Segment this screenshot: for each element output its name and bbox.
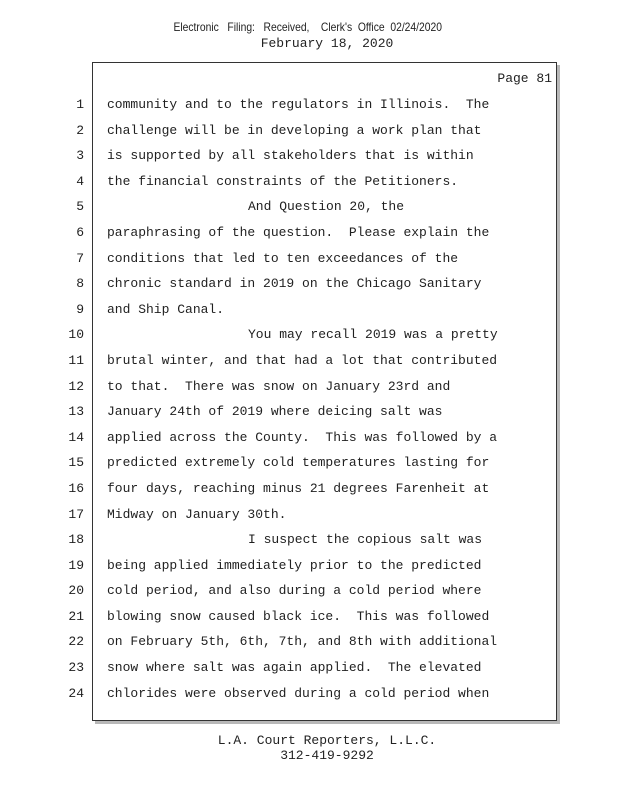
line-number: 11: [68, 352, 84, 368]
transcript-line: [0, 604, 618, 630]
line-text: community and to the regulators in Illinois. The: [107, 97, 490, 112]
line-text: is supported by all stakeholders that is within: [107, 148, 474, 164]
transcript-line: [0, 271, 618, 297]
court-reporter-footer: [0, 733, 618, 763]
reporter-phone: 312-419-9292: [280, 748, 374, 763]
line-text: and Ship Canal.: [107, 301, 225, 317]
line-number: 9: [76, 301, 84, 317]
transcript-line: [0, 425, 618, 451]
line-text: challenge will be in developing a work plan that: [107, 122, 482, 138]
line-text: applied across the County. This was followed by a: [107, 429, 498, 445]
transcript-line: [0, 92, 618, 118]
line-number: 6: [76, 224, 84, 240]
line-text: four days, reaching minus 21 degrees Farenheit at: [107, 480, 490, 496]
transcript-line: [0, 578, 618, 604]
line-text: predicted extremely cold temperatures lasting for: [107, 455, 490, 471]
line-text: Midway on January 30th.: [107, 506, 287, 522]
line-number: 13: [68, 404, 84, 420]
line-number: 14: [68, 429, 84, 445]
line-number: 17: [68, 506, 84, 522]
line-number: 1: [76, 97, 84, 112]
line-text: paraphrasing of the question. Please explain the: [107, 224, 490, 240]
line-number: 22: [68, 634, 84, 650]
line-number: 5: [76, 199, 84, 215]
line-number: 21: [68, 608, 84, 624]
transcript-line: [0, 655, 618, 681]
line-number: 15: [68, 455, 84, 471]
line-number: 3: [76, 148, 84, 164]
line-text: conditions that led to ten exceedances of the: [107, 250, 459, 266]
electronic-filing-stamp: Electronic Filing: Received, Clerk's Office 02/24/2020: [173, 20, 442, 34]
line-number: 19: [68, 557, 84, 573]
line-number: 16: [68, 480, 84, 496]
line-number: 20: [68, 583, 84, 599]
transcript-line: [0, 220, 618, 246]
transcript-line: [0, 322, 618, 348]
line-number: 4: [76, 173, 84, 189]
transcript-lines: [0, 92, 618, 706]
transcript-line: [0, 399, 618, 425]
transcript-line: [0, 374, 618, 400]
transcript-line: [0, 476, 618, 502]
line-number: 12: [68, 378, 84, 394]
transcript-line: [0, 143, 618, 169]
transcript-line: [0, 297, 618, 323]
transcript-line: [0, 527, 618, 553]
transcript-line: [0, 169, 618, 195]
line-text: cold period, and also during a cold period where: [107, 583, 482, 599]
line-text: chronic standard in 2019 on the Chicago Sanitary: [107, 276, 482, 292]
line-text: January 24th of 2019 where deicing salt was: [107, 404, 443, 420]
transcript-line: [0, 502, 618, 528]
hearing-date: February 18, 2020: [260, 36, 394, 51]
transcript-line: [0, 118, 618, 144]
line-number: 23: [68, 660, 84, 676]
transcript-line: [0, 629, 618, 655]
transcript-line: [0, 681, 618, 707]
line-text: snow where salt was again applied. The elevated: [107, 660, 482, 676]
line-text: blowing snow caused black ice. This was followed: [107, 608, 490, 624]
line-number: 2: [76, 122, 84, 138]
line-text: chlorides were observed during a cold period when: [107, 685, 490, 701]
line-number: 10: [68, 327, 84, 343]
transcript-line: [0, 450, 618, 476]
transcript-line: [0, 553, 618, 579]
transcript-line: [0, 194, 618, 220]
line-number: 8: [76, 276, 84, 292]
transcript-line: [0, 348, 618, 374]
transcript-line: [0, 246, 618, 272]
line-text: being applied immediately prior to the predicted: [107, 557, 482, 573]
line-number: 7: [76, 250, 84, 266]
line-number: 24: [68, 685, 84, 701]
line-text: And Question 20, the: [248, 199, 405, 215]
line-number: 18: [68, 532, 84, 548]
reporter-name: L.A. Court Reporters, L.L.C.: [217, 733, 437, 748]
line-text: brutal winter, and that had a lot that contributed: [107, 352, 498, 368]
line-text: You may recall 2019 was a pretty: [248, 327, 498, 343]
line-text: on February 5th, 6th, 7th, and 8th with additional: [107, 634, 498, 650]
line-text: I suspect the copious salt was: [248, 532, 483, 548]
line-text: to that. There was snow on January 23rd and: [107, 378, 451, 394]
line-text: the financial constraints of the Petitioners.: [107, 173, 459, 189]
page-number: Page 81: [497, 71, 552, 86]
